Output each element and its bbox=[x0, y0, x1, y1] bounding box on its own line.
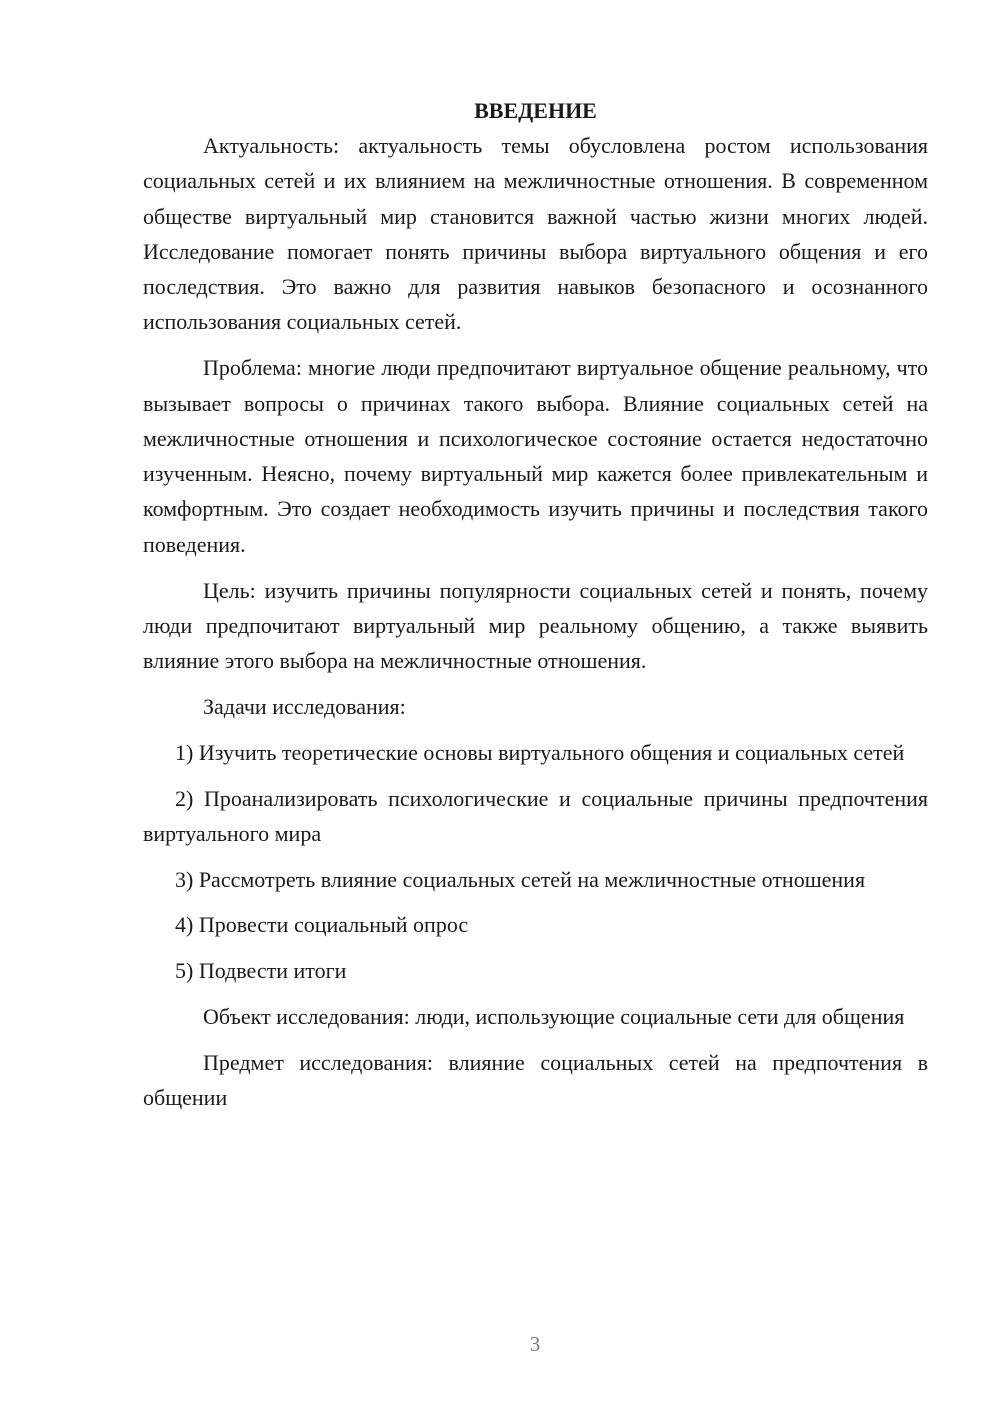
page-number: 3 bbox=[529, 1332, 541, 1356]
problem-paragraph: Проблема: многие люди предпочитают виртуальное общение реальному, что вызывает вопросы о причинах такого выбора. Влияние социальных сетей на межличностные отношения и психологическое состояние остается недостаточно изученным. Неясно, почему виртуальный мир кажется более привлекательным и комфортным. Это создает необходимость изучить причины и последствия такого поведения. bbox=[143, 355, 928, 557]
task-item-5: 5) Подвести итоги bbox=[175, 958, 347, 984]
subject-paragraph: Предмет исследования: влияние социальных сетей на предпочтения в общении bbox=[143, 1049, 928, 1111]
task-item-4: 4) Провести социальный опрос bbox=[175, 912, 469, 938]
task-item-1: 1) Изучить теоретические основы виртуального общения и социальных сетей bbox=[175, 739, 905, 765]
document-page bbox=[143, 93, 928, 1126]
page-title: ВВЕДЕНИЕ bbox=[474, 98, 597, 123]
task-item-2: 2) Проанализировать психологические и социальные причины предпочтения виртуального мира bbox=[143, 785, 928, 846]
relevance-paragraph: Актуальность: актуальность темы обусловлена ростом использования социальных сетей и их влиянием на межличностные отношения. В современном обществе виртуальный мир становится важной частью жизни многих людей. Исследование помогает понять причины выбора виртуального общения и его последствия. Это важно для развития навыков безопасного и осознанного использования социальных сетей. bbox=[143, 133, 928, 335]
tasks-heading: Задачи исследования: bbox=[203, 693, 406, 719]
goal-paragraph: Цель: изучить причины популярности социальных сетей и понять, почему люди предпочитают виртуальный мир реальному общению, а также выявить влияние этого выбора на межличностные отношения. bbox=[143, 577, 928, 674]
task-item-3: 3) Рассмотреть влияние социальных сетей на межличностные отношения bbox=[175, 866, 866, 892]
object-paragraph: Объект исследования: люди, использующие социальные сети для общения bbox=[203, 1004, 905, 1030]
